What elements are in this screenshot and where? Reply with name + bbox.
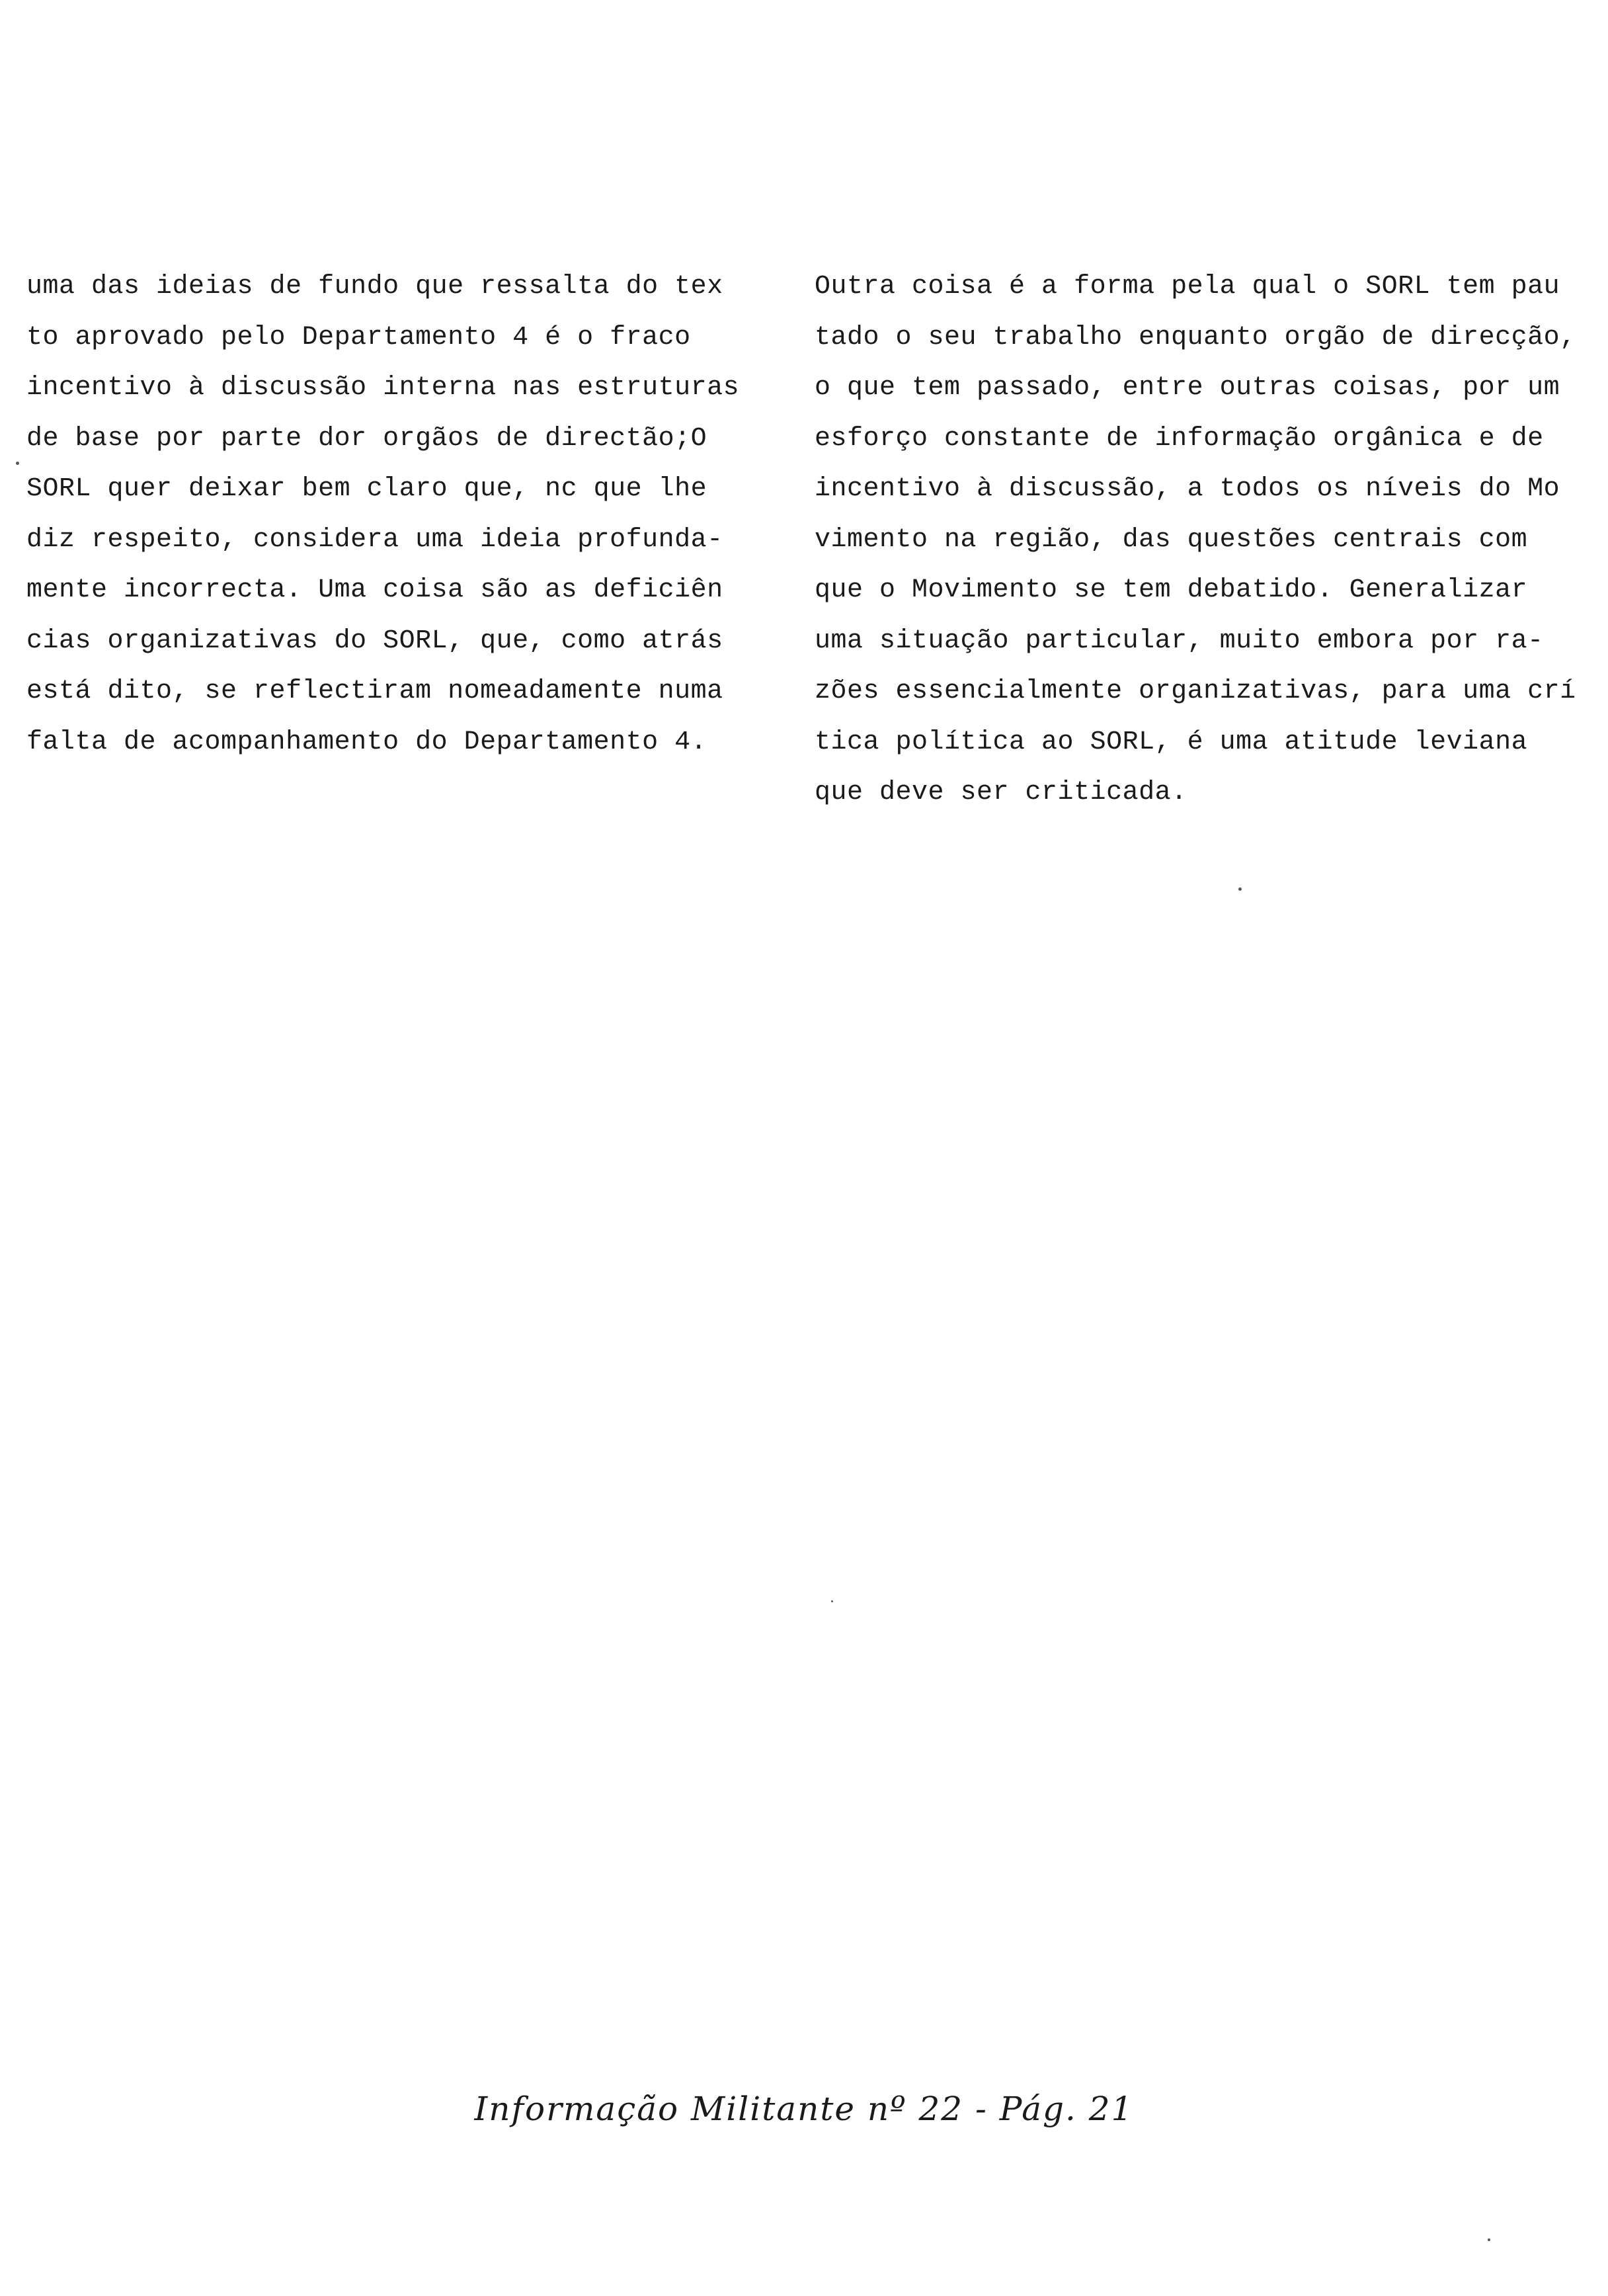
left-text-column xyxy=(26,262,774,768)
text-line: que deve ser criticada. xyxy=(815,778,1187,807)
text-line: tado o seu trabalho enquanto orgão de direcção, xyxy=(815,322,1576,352)
text-line: incentivo à discussão, a todos os níveis do Mo xyxy=(815,474,1560,504)
text-line: to aprovado pelo Departamento 4 é o fraco xyxy=(26,322,691,352)
text-line: uma das ideias de fundo que ressalta do tex xyxy=(26,272,723,302)
text-line: cias organizativas do SORL, que, como atrás xyxy=(26,626,723,656)
text-line: de base por parte dor orgãos de directão;O xyxy=(26,423,707,454)
text-line: zões essencialmente organizativas, para uma crí xyxy=(815,676,1576,706)
scan-speck xyxy=(831,1600,833,1602)
text-line: esforço constante de informação orgânica e de xyxy=(815,423,1544,454)
text-line: mente incorrecta. Uma coisa são as deficiên xyxy=(26,575,723,605)
text-line: Outra coisa é a forma pela qual o SORL tem pau xyxy=(815,272,1560,302)
text-line: está dito, se reflectiram nomeadamente numa xyxy=(26,676,723,706)
scan-speck xyxy=(16,462,19,465)
scan-speck xyxy=(1488,2238,1490,2241)
text-line: diz respeito, considera uma ideia profunda- xyxy=(26,524,723,555)
right-text-column xyxy=(815,262,1576,819)
text-line: que o Movimento se tem debatido. Generalizar xyxy=(815,575,1528,605)
text-line: vimento na região, das questões centrais com xyxy=(815,524,1528,555)
text-line: SORL quer deixar bem claro que, nc que lhe xyxy=(26,474,707,504)
text-line: o que tem passado, entre outras coisas, por um xyxy=(815,373,1560,403)
text-line: uma situação particular, muito embora por ra- xyxy=(815,626,1544,656)
text-line: tica política ao SORL, é uma atitude leviana xyxy=(815,727,1528,757)
text-line: falta de acompanhamento do Departamento 4. xyxy=(26,727,707,757)
text-line: incentivo à discussão interna nas estruturas xyxy=(26,373,740,403)
page-footer: Informação Militante nº 22 - Pág. 21 xyxy=(474,2090,1134,2128)
scan-speck xyxy=(1238,887,1242,891)
